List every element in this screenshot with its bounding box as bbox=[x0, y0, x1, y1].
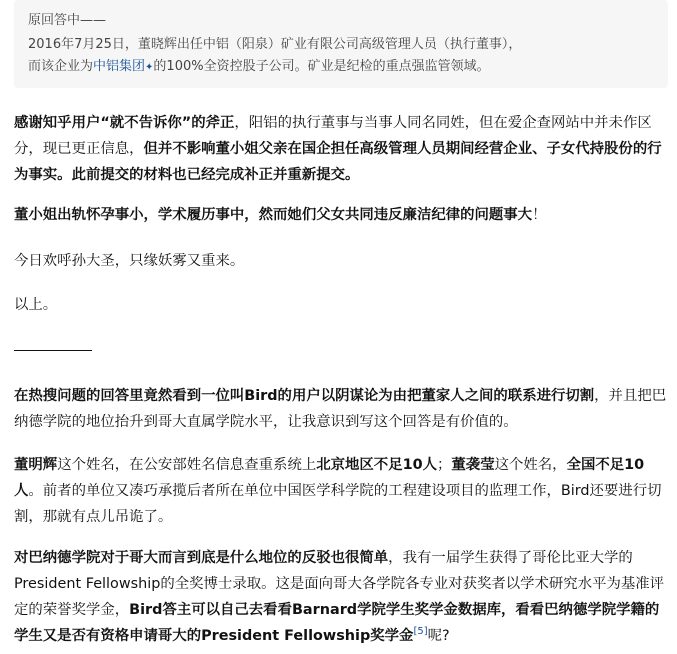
bold-text: 感谢知乎用户“就不告诉你”的斧正 bbox=[14, 115, 235, 131]
reference-link[interactable]: [5] bbox=[413, 626, 428, 638]
bold-text: 董明辉 bbox=[14, 457, 58, 473]
quote-text: 的100%全资控股子公司。矿业是纪检的重点强监管领域。 bbox=[153, 59, 490, 74]
paragraph-names bbox=[14, 452, 668, 530]
text: 这个姓名，在公安部姓名信息查重系统上 bbox=[57, 457, 317, 473]
quote-text: 而该企业为 bbox=[28, 59, 94, 74]
text: 这个姓名， bbox=[494, 457, 567, 473]
text: ； bbox=[437, 457, 452, 473]
paragraph-poem bbox=[14, 248, 668, 274]
divider bbox=[14, 350, 92, 351]
paragraph-barnard bbox=[14, 545, 668, 649]
text: ，我有一届学生获得了哥伦比亚大学的President Fellowship的全奖博士录取。这是面向哥大各学院各专业对获奖者以学术研究水平为基准评定的荣誉奖学金， bbox=[14, 550, 665, 618]
text: ，并且把巴纳德学院的地位抬升到哥大直属学院水平，让我意识到写这个回答是有价值的。 bbox=[14, 388, 667, 430]
text: 呢? bbox=[427, 628, 450, 644]
quote-line-2: 2016年7月25日，董晓辉出任中铝（阳泉）矿业有限公司高级管理人员（执行董事）， bbox=[28, 37, 522, 52]
paragraph-end bbox=[14, 292, 668, 318]
paragraph-correction bbox=[14, 110, 668, 188]
quote-line-3 bbox=[28, 58, 490, 77]
text: 今日欢呼孙大圣，只缘妖雾又重来。 bbox=[14, 253, 245, 269]
paragraph-bird-user bbox=[14, 383, 668, 435]
sparkle-icon[interactable]: ✦ bbox=[145, 62, 154, 73]
bold-text: 对巴纳德学院对于哥大而言到底是什么地位的反驳也很简单 bbox=[14, 550, 389, 566]
bold-text: 但并不影响董小姐父亲在国企担任高级管理人员期间经营企业、子女代持股份的行为事实。此前提交的材料也已经完成补正并重新提交。 bbox=[14, 141, 662, 183]
bold-text: Bird答主可以自己去看看Barnard学院学生奖学金数据库，看看巴纳德学院学籍的学生又是否有资格申请哥大的President Fellowship奖学金 bbox=[14, 602, 660, 644]
text: 。前者的单位又凑巧承揽后者所在单位中国医学科学院的工程建设项目的监理工作，Bird还要进行切割，那就有点儿吊诡了。 bbox=[14, 483, 662, 525]
text: ，阳铝的执行董事与当事人同名同姓，但在爱企查网站中并未作区分，现已更正信息， bbox=[14, 115, 652, 157]
bold-text: 董袭莹 bbox=[451, 457, 495, 473]
text: 以上。 bbox=[14, 297, 58, 313]
reference bbox=[413, 626, 427, 637]
bold-text: 董小姐出轨怀孕事小，学术履历事中，然而她们父女共同违反廉洁纪律的问题事大 bbox=[14, 207, 533, 223]
zhonglv-group-link[interactable] bbox=[93, 59, 153, 74]
bold-text: 在热搜问题的回答里竟然看到一位叫Bird的用户以阴谋论为由把董家人之间的联系进行切割 bbox=[14, 388, 595, 404]
text: ！ bbox=[532, 207, 547, 223]
paragraph-summary bbox=[14, 202, 668, 228]
blockquote bbox=[14, 0, 668, 88]
bold-text: 全国不足10人 bbox=[14, 457, 645, 499]
link-label[interactable]: 中铝集团 bbox=[93, 59, 146, 74]
bold-text: 北京地区不足10人 bbox=[316, 457, 437, 473]
quote-line-1: 原回答中—— bbox=[28, 13, 107, 28]
